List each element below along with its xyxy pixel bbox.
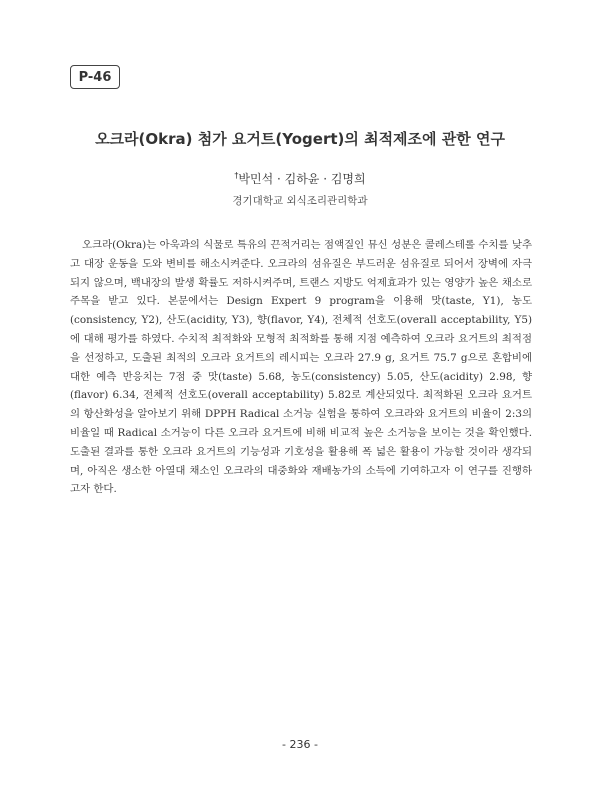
abstract-text: 오크라(Okra)는 아욱과의 식물로 특유의 끈적거리는 점액질인 뮤신 성분은 콜레스테롤 수치를 낮추고 대장 운동을 도와 변비를 해소시켜준다. 오크라의 섬유질은 부드러운 섬유질로 되어서 장벽에 자극되지 않으며, 백내장의 발생 확률도 저하시켜주며, 트랜스 지방도 억제효과가 있는 영양가 높은 채소로 주목을 받고 있다. 본문에서는 Design Expert 9 program을 이용해 맛(taste, Y1), 농도(consistency, Y2), 산도(acidity, Y3), 향(flavor, Y4), 전체적 선호도(overall acceptability, Y5)에 대해 평가를 하였다. 수치적 최적화와 모형적 최적화를 통해 지점 예측하여 오크라 요거트의 최적점을 선정하고, 도출된 최적의 오크라 요거트의 레시피는 오크라 27.9 g, 요거트 75.7 g으로 혼합비에 대한 예측 반응치는 7점 중 맛(taste) 5.68, 농도(consistency) 5.05, 산도(acidity) 2.98, 향(flavor) 6.34, 전체적 선호도(overall acceptability) 5.82로 계산되었다. 최적화된 오크라 요거트의 항산화성을 알아보기 위해 DPPH Radical 소거능 실험을 통하여 오크라와 요거트의 비율이 2:3의 비율일 때 Radical 소거능이 다른 오크라 요거트에 비해 비교적 높은 소거능을 보이는 것을 확인했다. 도출된 결과를 통한 오크라 요거트의 기능성과 기호성을 활용해 폭 넓은 활용이 가능할 것이라 생각되며, 아직은 생소한 아열대 채소인 오크라의 대중화와 재배농가의 소득에 기여하고자 이 연구를 진행하고자 한다. <box>70 239 532 496</box>
page-number: - 236 - <box>282 738 318 751</box>
affiliation: 경기대학교 외식조리관리학과 <box>232 195 368 207</box>
paper-title: 오크라(Okra) 첨가 요거트(Yogert)의 최적제조에 관한 연구 <box>95 130 505 148</box>
session-tag: P-46 <box>70 65 120 89</box>
author-names: 박민석 · 김하윤 · 김명희 <box>238 172 366 186</box>
author-line <box>0 170 600 187</box>
corresponding-author-mark: † <box>234 171 239 180</box>
